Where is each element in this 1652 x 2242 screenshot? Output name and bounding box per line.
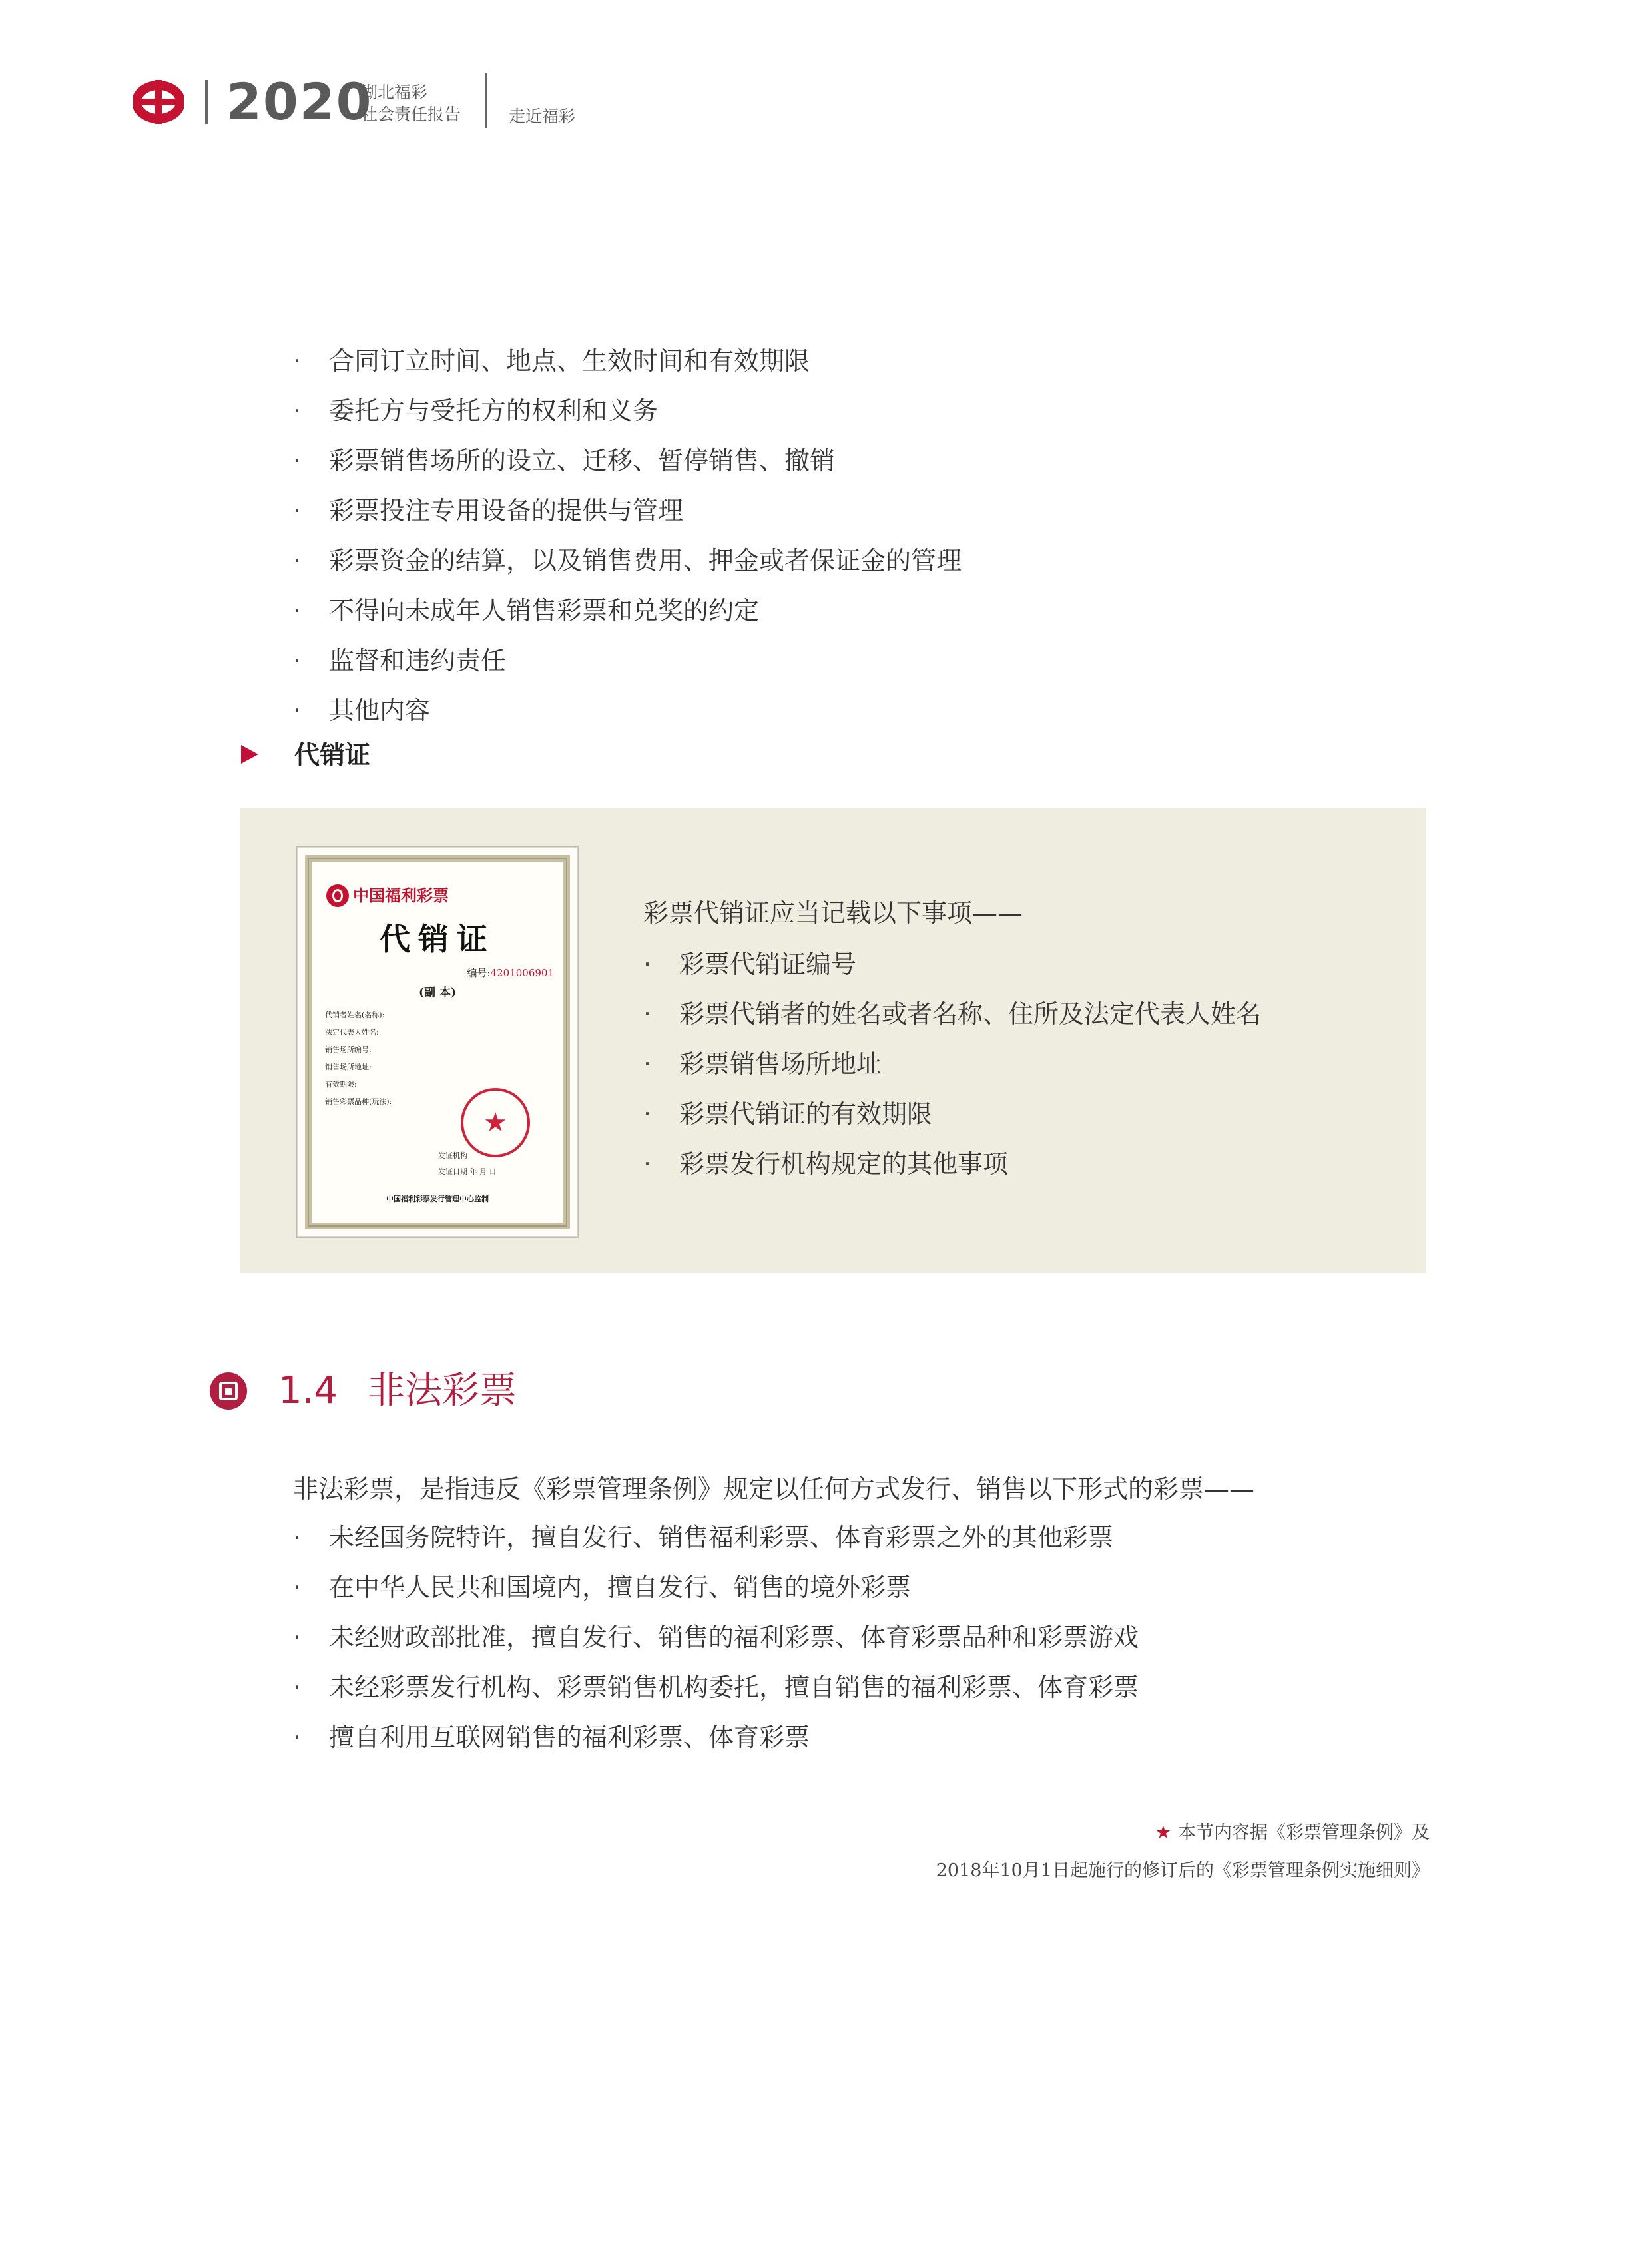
certificate-field: 有效期限: [325, 1080, 357, 1089]
list-item: · 彩票代销者的姓名或者名称、住所及法定代表人姓名 [643, 999, 1262, 1029]
welfare-lottery-logo-icon [133, 80, 184, 124]
certificate-field: 法定代表人姓名: [325, 1028, 379, 1037]
footnote-line: 2018年10月1日起施行的修订后的《彩票管理条例实施细则》 [936, 1860, 1430, 1881]
welfare-lottery-logo-icon [326, 884, 349, 907]
report-year: 2020 [226, 72, 373, 131]
report-org: 湖北福彩 [361, 83, 428, 102]
list-item: · 彩票发行机构规定的其他事项 [643, 1149, 1009, 1179]
star-icon: ★ [483, 1107, 507, 1138]
section-number: 1.4 [278, 1369, 338, 1412]
star-icon: ★ [1155, 1822, 1171, 1843]
footnote-line: ★ 本节内容据《彩票管理条例》及 [1155, 1822, 1430, 1843]
list-item: · 彩票代销证的有效期限 [643, 1099, 933, 1129]
list-item: · 彩票资金的结算，以及销售费用、押金或者保证金的管理 [293, 546, 962, 575]
certificate-issuer: 发证机构 发证日期 年 月 日 [438, 1151, 497, 1176]
list-item: · 彩票代销证编号 [643, 950, 857, 979]
certificate-items-list [643, 940, 1261, 1189]
certificate-brand: 中国福利彩票 [326, 884, 459, 907]
section-intro: 非法彩票，是指违反《彩票管理条例》规定以任何方式发行、销售以下形式的彩票—— [293, 1474, 1255, 1504]
list-item: · 未经国务院特许，擅自发行、销售福利彩票、体育彩票之外的其他彩票 [293, 1523, 1114, 1552]
list-item: · 彩票销售场所的设立、迁移、暂停销售、撤销 [293, 446, 836, 475]
list-item: · 彩票投注专用设备的提供与管理 [293, 496, 684, 525]
subheading: 代销证 [294, 740, 371, 770]
illegal-lottery-list [293, 1513, 1139, 1763]
certificate-field: 代销者姓名(名称): [325, 1011, 385, 1019]
certificate-frame [305, 855, 570, 1229]
list-item: · 合同订立时间、地点、生效时间和有效期限 [293, 346, 810, 376]
list-item: · 未经彩票发行机构、彩票销售机构委托，擅自销售的福利彩票、体育彩票 [293, 1673, 1139, 1702]
list-item: · 擅自利用互联网销售的福利彩票、体育彩票 [293, 1723, 810, 1752]
certificate-copy-label: (副 本) [418, 986, 456, 999]
header-divider [485, 73, 487, 128]
contract-items-list [293, 336, 962, 736]
certificate-image [297, 847, 578, 1237]
list-item: · 在中华人民共和国境内，擅自发行、销售的境外彩票 [293, 1573, 912, 1602]
list-item: · 彩票销售场所地址 [643, 1049, 882, 1079]
list-item: · 未经财政部批准，擅自发行、销售的福利彩票、体育彩票品种和彩票游戏 [293, 1623, 1139, 1652]
certificate-number: 编号:4201006901 [467, 967, 554, 979]
certificate-title: 代销证 [380, 921, 495, 957]
list-item: · 委托方与受托方的权利和义务 [293, 396, 659, 425]
header-divider [205, 80, 208, 124]
panel-intro: 彩票代销证应当记载以下事项—— [643, 898, 1023, 928]
list-item: · 其他内容 [293, 696, 431, 725]
list-item: · 不得向未成年人销售彩票和兑奖的约定 [293, 596, 760, 625]
report-type: 社会责任报告 [361, 105, 461, 124]
official-seal [461, 1088, 530, 1157]
section-square-icon [210, 1372, 247, 1410]
certificate-fields [325, 1007, 392, 1111]
certificate-field: 销售彩票品种(玩法): [325, 1097, 392, 1106]
list-item: · 监督和违约责任 [293, 646, 507, 675]
section-title: 非法彩票 [368, 1369, 517, 1412]
certificate-footer: 中国福利彩票发行管理中心监制 [386, 1195, 489, 1203]
certificate-field: 销售场所编号: [325, 1045, 372, 1054]
triangle-right-icon [241, 745, 258, 764]
report-name [361, 81, 461, 125]
certificate-field: 销售场所地址: [325, 1063, 372, 1071]
chapter-name: 走近福彩 [509, 107, 576, 126]
